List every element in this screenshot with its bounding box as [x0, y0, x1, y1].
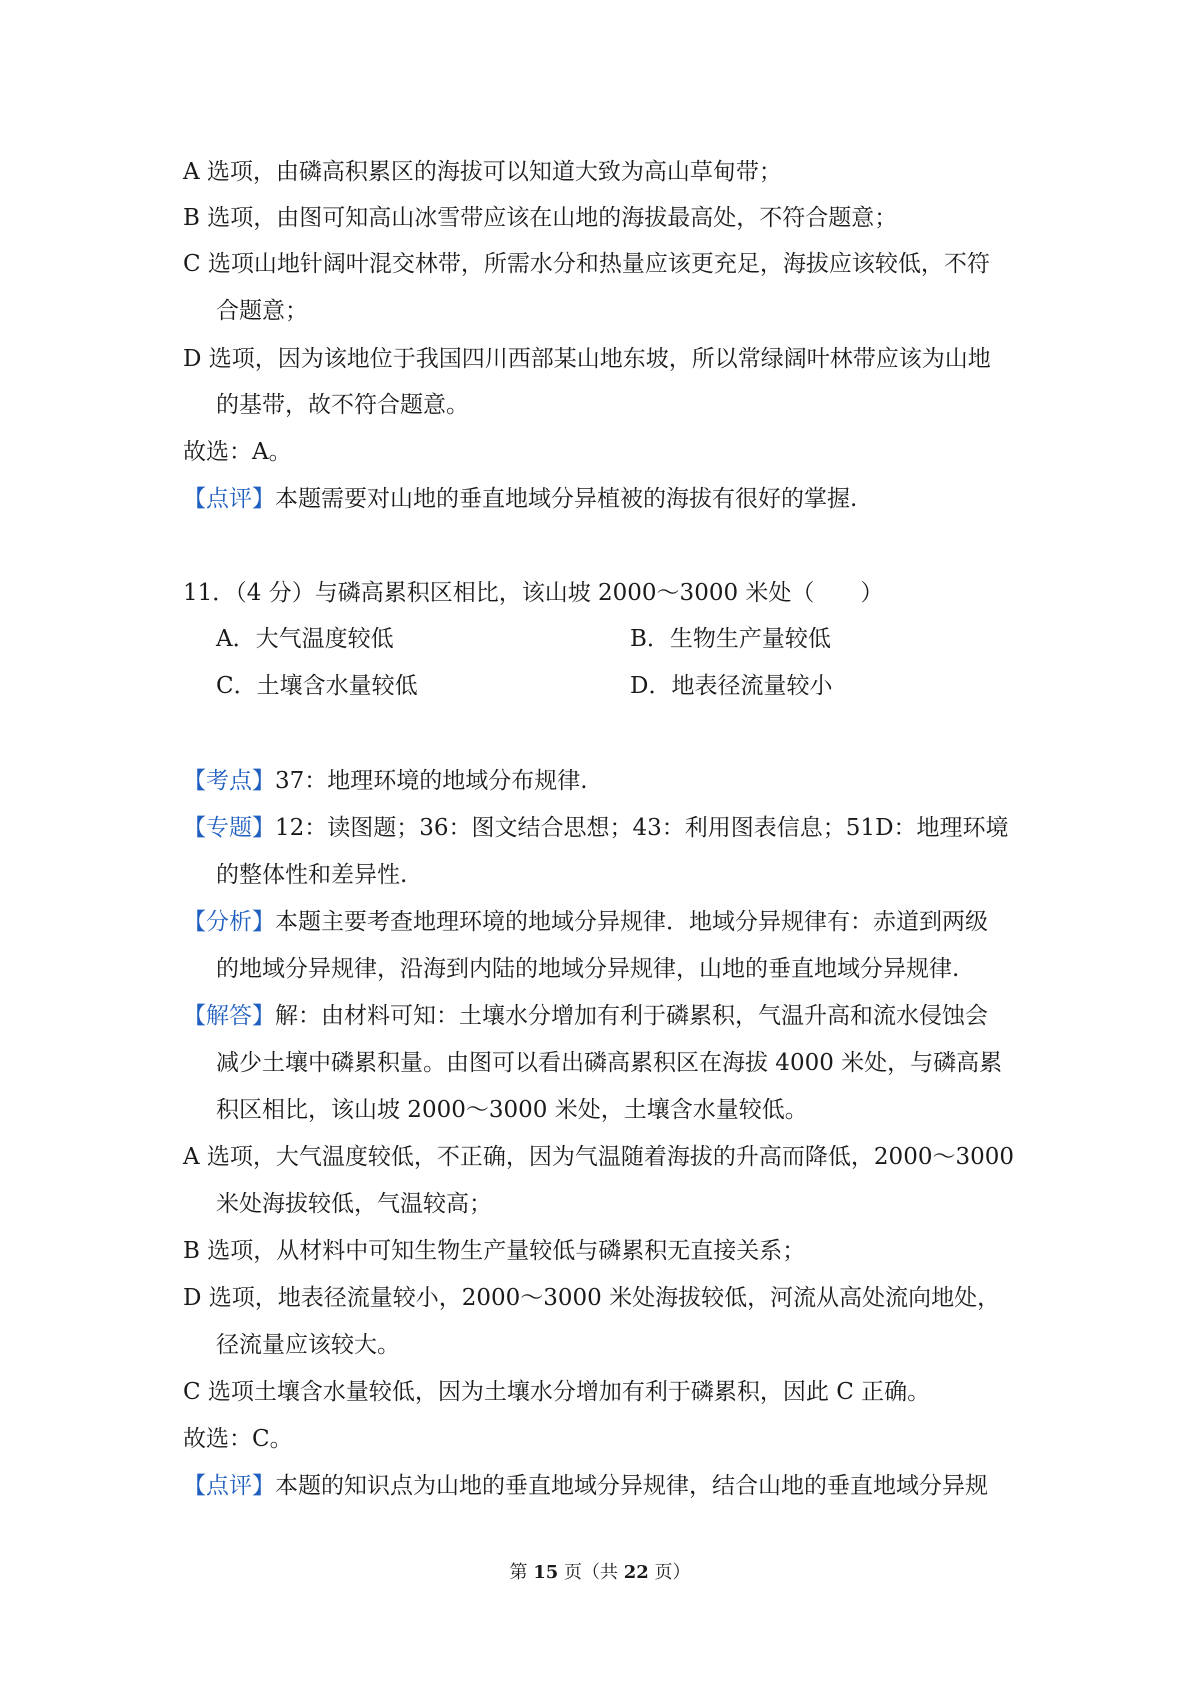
solution-option-d-line2: 径流量应该较大。	[216, 1332, 400, 1358]
jieda-line3: 积区相比，该山坡 2000～3000 米处，土壤含水量较低。	[216, 1097, 808, 1123]
analysis-option-a: A 选项，由磷高积累区的海拔可以知道大致为高山草甸带；	[183, 159, 782, 185]
option-b: B．生物生产量较低	[630, 626, 831, 652]
option-c: C．土壤含水量较低	[216, 673, 418, 699]
solution-option-b: B 选项，从材料中可知生物生产量较低与磷累积无直接关系；	[183, 1238, 806, 1264]
analysis-option-d-line2: 的基带，故不符合题意。	[216, 392, 469, 418]
footer-prefix: 第	[509, 1562, 534, 1583]
jieda-line2: 减少土壤中磷累积量。由图可以看出磷高累积区在海拔 4000 米处，与磷高累	[216, 1050, 1003, 1076]
zhuanti-tag: 【专题】	[183, 815, 275, 841]
zhuanti-text: 12：读图题；36：图文结合思想；43：利用图表信息；51D：地理环境	[275, 815, 1009, 841]
fenxi-paragraph	[183, 907, 1033, 937]
analysis-option-d-line1: D 选项，因为该地位于我国四川西部某山地东坡，所以常绿阔叶林带应该为山地	[183, 346, 991, 372]
footer-middle: 页（共	[558, 1562, 624, 1583]
solution-review-paragraph	[183, 1471, 1033, 1501]
solution-answer-line: 故选：C。	[183, 1426, 293, 1452]
footer-total-pages: 22	[623, 1562, 649, 1583]
answer-line: 故选：A。	[183, 439, 292, 465]
solution-review-tag: 【点评】	[183, 1473, 275, 1499]
solution-option-a-line2: 米处海拔较低，气温较高；	[216, 1191, 492, 1217]
analysis-option-b: B 选项，由图可知高山冰雪带应该在山地的海拔最高处，不符合题意；	[183, 205, 898, 231]
question-stem: 11．（4 分）与磷高累积区相比，该山坡 2000～3000 米处（ ）	[183, 580, 884, 606]
analysis-option-c-line2: 合题意；	[216, 298, 308, 324]
jieda-text: 解：由材料可知：土壤水分增加有利于磷累积，气温升高和流水侵蚀会	[275, 1003, 988, 1029]
solution-option-c: C 选项土壤含水量较低，因为土壤水分增加有利于磷累积，因此 C 正确。	[183, 1379, 931, 1405]
option-d: D．地表径流量较小	[630, 673, 833, 699]
review-text: 本题需要对山地的垂直地域分异植被的海拔有很好的掌握.	[275, 486, 858, 512]
jieda-paragraph	[183, 1001, 1033, 1031]
solution-review-text: 本题的知识点为山地的垂直地域分异规律，结合山地的垂直地域分异规	[275, 1473, 988, 1499]
fenxi-text: 本题主要考查地理环境的地域分异规律．地域分异规律有：赤道到两级	[275, 909, 988, 935]
analysis-option-c-line1: C 选项山地针阔叶混交林带，所需水分和热量应该更充足，海拔应该较低，不符	[183, 251, 990, 277]
footer-page-number: 15	[533, 1562, 559, 1583]
option-a: A．大气温度较低	[216, 626, 394, 652]
kaodian-paragraph	[183, 766, 1033, 796]
jieda-tag: 【解答】	[183, 1003, 275, 1029]
kaodian-text: 37：地理环境的地域分布规律.	[275, 768, 588, 794]
zhuanti-line2: 的整体性和差异性.	[216, 862, 408, 888]
solution-option-d-line1: D 选项，地表径流量较小，2000～3000 米处海拔较低，河流从高处流向地处，	[183, 1285, 1001, 1311]
fenxi-line2: 的地域分异规律，沿海到内陆的地域分异规律，山地的垂直地域分异规律.	[216, 956, 960, 982]
review-tag: 【点评】	[183, 486, 275, 512]
page-footer	[0, 1561, 1200, 1585]
fenxi-tag: 【分析】	[183, 909, 275, 935]
zhuanti-paragraph	[183, 813, 1033, 843]
review-paragraph	[183, 484, 1033, 514]
solution-option-a-line1: A 选项，大气温度较低，不正确，因为气温随着海拔的升高而降低，2000～3000	[183, 1144, 1014, 1170]
footer-suffix: 页）	[648, 1562, 691, 1583]
kaodian-tag: 【考点】	[183, 768, 275, 794]
